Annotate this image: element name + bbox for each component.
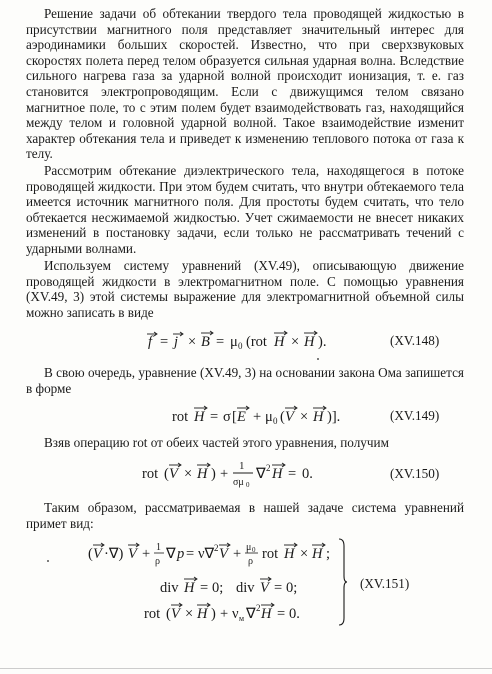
svg-text:1: 1 <box>239 460 245 472</box>
svg-text:0: 0 <box>238 341 243 351</box>
svg-text:j: j <box>174 334 179 350</box>
svg-text:×: × <box>300 546 309 562</box>
equation-number-xv149: (XV.149) <box>390 408 440 423</box>
svg-text:0;: 0; <box>212 580 224 596</box>
svg-text:=: = <box>186 546 195 562</box>
equation-xv148 <box>146 328 346 358</box>
svg-text:[: [ <box>232 409 237 425</box>
svg-text:;: ; <box>326 546 331 562</box>
svg-text:2: 2 <box>266 463 271 473</box>
svg-text:0: 0 <box>273 416 278 426</box>
svg-text:=: = <box>210 409 219 425</box>
svg-text:+: + <box>233 546 242 562</box>
svg-text:H: H <box>313 409 324 425</box>
svg-text:μ: μ <box>246 542 252 553</box>
svg-text:+: + <box>253 409 262 425</box>
svg-text:ρ: ρ <box>248 556 253 567</box>
equation-number-xv151: (XV.151) <box>360 576 410 591</box>
svg-text:×: × <box>188 334 197 350</box>
svg-text:H: H <box>197 606 208 622</box>
equation-xv149-graphic <box>170 403 370 429</box>
svg-text:rot: rot <box>142 466 159 482</box>
paragraph-system-form: Таким образом, рассматриваемая в нашей задаче система уравнений примет вид: <box>26 500 464 531</box>
svg-text:·∇): ·∇) <box>104 546 124 562</box>
svg-text:H: H <box>184 580 195 596</box>
svg-text:=: = <box>216 334 225 350</box>
paragraph-intro: Решение задачи об обтекании твердого тела проводящей жидкостью в присутствии магнитного поля представляет значительный интерес для аэродинамики больших скоростей. Известно, что при сверхзвуковых скоростях полета перед телом образуется сильная ударная волна. Вследствие сильного нагрева газа за ударной волной происходит ионизация, т. е. газ становится электропроводящим. Если с движущимся телом связано магнитное поле, то с этим полем будет взаимодействовать газ, находящийся между телом и головной ударной волной. Такое взаимодействие изменит характер обтекания тела и приведет к изменению теплового потока от газа к телу. <box>26 6 464 162</box>
svg-text:ν: ν <box>232 606 239 622</box>
page-bottom-edge <box>0 668 492 669</box>
svg-text:2: 2 <box>256 603 261 613</box>
svg-text:(: ( <box>164 466 169 482</box>
svg-text:=: = <box>274 580 283 596</box>
paragraph-equation-system: Используем систему уравнений (XV.49), описывающую движение проводящей жидкости в электромагнитном поле. С помощью уравнения (XV.49, 3) этой системы выражение для электромагнитной объемной силы можно записать в виде <box>26 258 464 320</box>
equation-number-xv150: (XV.150) <box>390 466 440 481</box>
svg-text:H: H <box>312 546 323 562</box>
equation-system-xv151 <box>86 538 346 634</box>
svg-text:∇: ∇ <box>166 546 176 562</box>
svg-text:×: × <box>185 606 194 622</box>
svg-text:): ) <box>211 606 216 622</box>
svg-text:2: 2 <box>214 543 219 553</box>
equation-xv150 <box>140 457 350 495</box>
svg-text:H: H <box>304 334 315 350</box>
scan-speck <box>47 560 49 562</box>
svg-text:V: V <box>260 580 269 596</box>
svg-text:(: ( <box>166 606 171 622</box>
svg-text:rot: rot <box>172 409 189 425</box>
svg-text:∇: ∇ <box>256 466 266 482</box>
svg-text:×: × <box>291 334 300 350</box>
svg-text:(: ( <box>280 409 285 425</box>
svg-text:).: ). <box>318 334 327 350</box>
svg-text:σ: σ <box>223 409 231 425</box>
svg-text:H: H <box>197 466 208 482</box>
svg-text:м: м <box>239 614 245 623</box>
equation-xv148-graphic <box>146 328 346 354</box>
svg-text:+: + <box>142 546 151 562</box>
svg-text:H: H <box>274 334 285 350</box>
svg-text:rot: rot <box>144 606 161 622</box>
svg-text:=: = <box>277 606 286 622</box>
svg-text:rot: rot <box>262 546 279 562</box>
svg-text:×: × <box>300 409 309 425</box>
svg-text:(: ( <box>88 546 93 562</box>
svg-text:H: H <box>261 606 272 622</box>
svg-text:V: V <box>171 606 180 622</box>
svg-text:0: 0 <box>246 481 250 489</box>
svg-text:=: = <box>288 466 297 482</box>
svg-text:=: = <box>200 580 209 596</box>
svg-text:ρ: ρ <box>155 556 160 567</box>
svg-text:f: f <box>148 334 153 350</box>
svg-text:0: 0 <box>252 546 256 554</box>
svg-text:)].: )]. <box>327 409 341 425</box>
svg-text:H: H <box>284 546 295 562</box>
scan-speck <box>317 358 319 360</box>
svg-text:div: div <box>236 580 255 596</box>
equation-xv149 <box>170 403 370 433</box>
svg-text:H: H <box>194 409 205 425</box>
svg-text:div: div <box>160 580 179 596</box>
right-brace <box>338 538 348 626</box>
svg-text:σμ: σμ <box>233 477 244 488</box>
svg-text:): ) <box>211 466 216 482</box>
svg-text:0.: 0. <box>289 606 300 622</box>
svg-text:0.: 0. <box>302 466 313 482</box>
equation-xv150-graphic <box>140 457 350 491</box>
paragraph-problem-setup: Рассмотрим обтекание диэлектрического тела, находящегося в потоке проводящей жидкости. При этом будем считать, что внутри обтекаемого тела имеется источник магнитного поля. Для простоты будем считать, что тело обтекается несжимаемой жидкостью. Учет сжимаемости не внесет никаких изменений в постановку задачи, если только не рассматривать течений с ударными волнами. <box>26 163 464 256</box>
svg-text:∇: ∇ <box>246 606 256 622</box>
svg-text:0;: 0; <box>286 580 298 596</box>
svg-text:+: + <box>220 466 229 482</box>
svg-text:1: 1 <box>156 542 161 553</box>
svg-text:p: p <box>177 546 185 562</box>
svg-text:E: E <box>237 409 246 425</box>
svg-text:ν∇: ν∇ <box>198 546 215 562</box>
svg-text:=: = <box>160 334 169 350</box>
svg-text:+: + <box>220 606 229 622</box>
svg-text:V: V <box>128 546 137 562</box>
svg-text:μ: μ <box>230 334 238 350</box>
svg-text:V: V <box>93 546 102 562</box>
svg-text:B: B <box>201 334 210 350</box>
svg-text:(rot: (rot <box>246 334 267 350</box>
svg-text:μ: μ <box>265 409 273 425</box>
paragraph-ohm-law: В свою очередь, уравнение (XV.49, 3) на основании закона Ома запишется в форме <box>26 365 464 396</box>
equation-number-xv148: (XV.148) <box>390 333 440 348</box>
svg-text:V: V <box>219 546 228 562</box>
svg-text:H: H <box>272 466 283 482</box>
equation-system-xv151-graphic <box>86 538 346 630</box>
svg-text:V: V <box>285 409 294 425</box>
paragraph-rot-operation: Взяв операцию rot от обеих частей этого уравнения, получим <box>44 435 389 450</box>
svg-text:×: × <box>184 466 193 482</box>
svg-text:V: V <box>169 466 178 482</box>
